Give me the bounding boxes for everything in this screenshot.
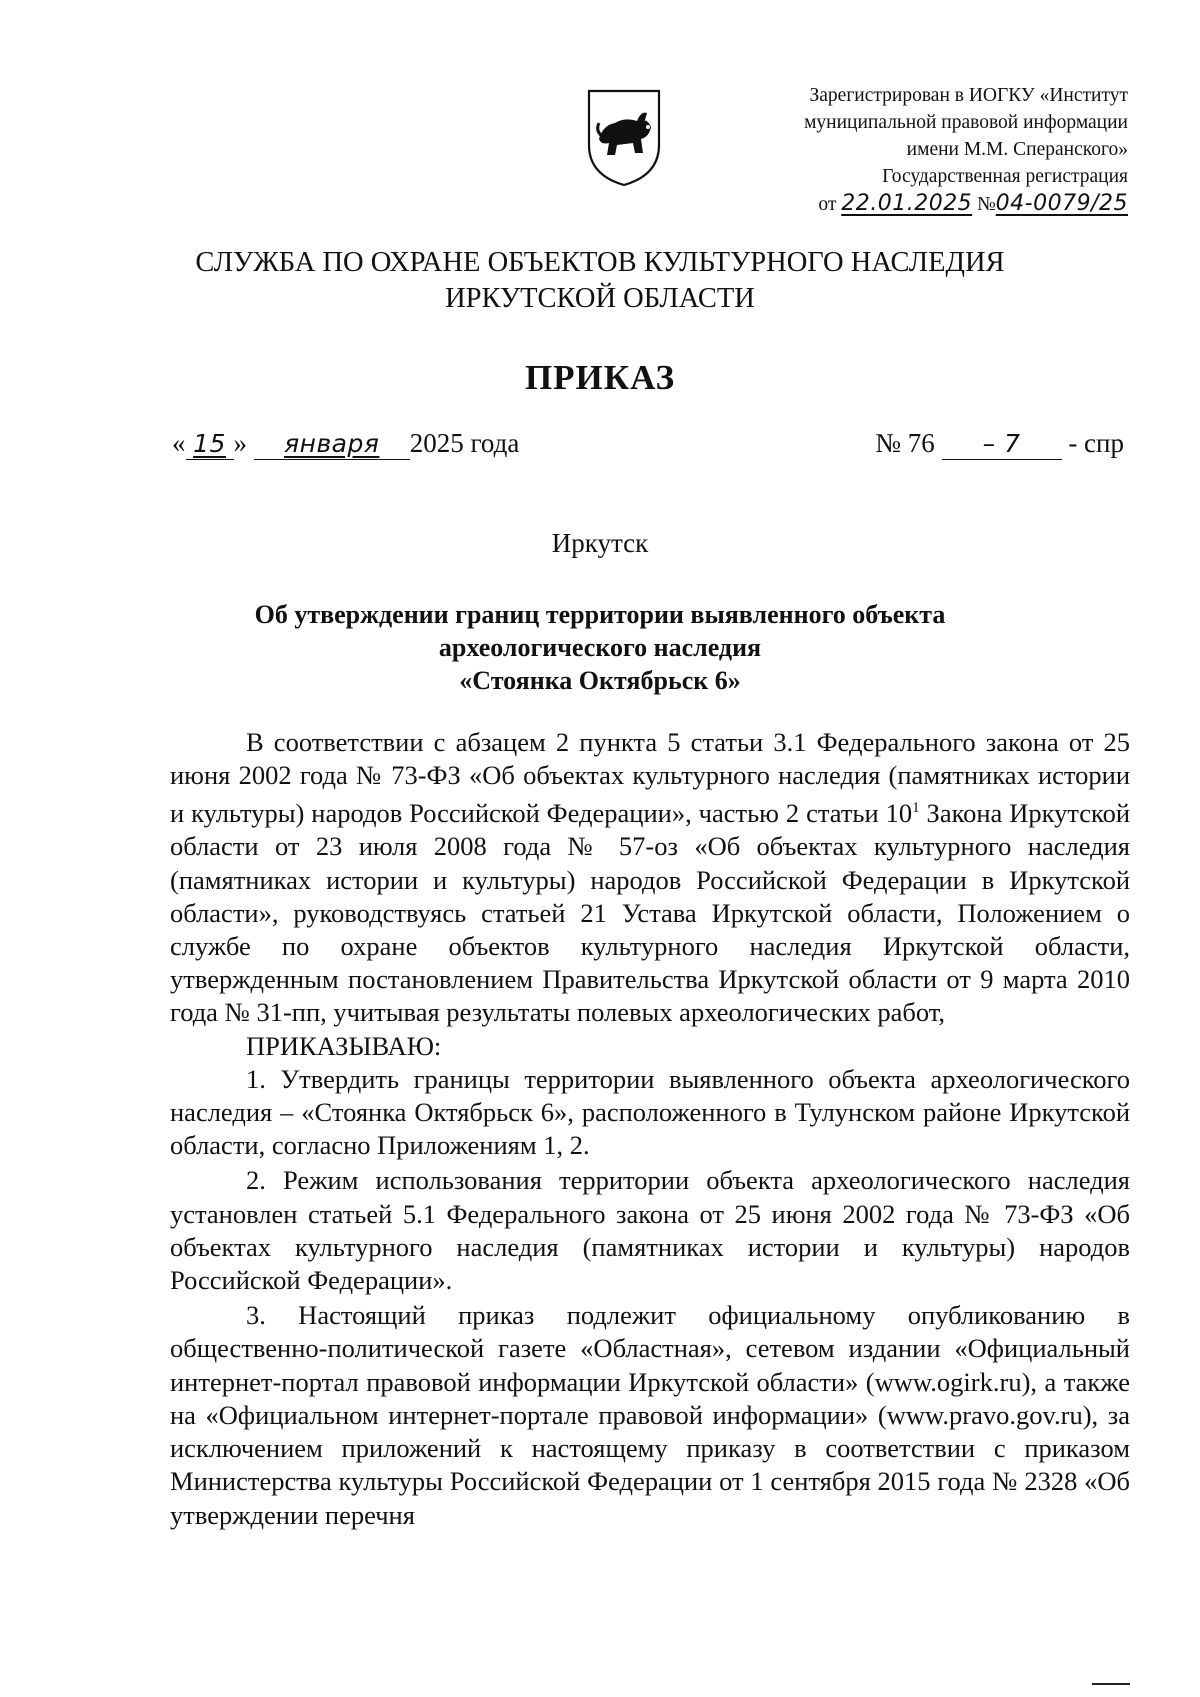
- registration-date: 22.01.2025: [841, 191, 973, 216]
- document-type: ПРИКАЗ: [524, 358, 676, 397]
- order-number-suffix: - спр: [1068, 428, 1124, 458]
- title-line: археологического наследия: [438, 633, 762, 662]
- preamble-text-cont: Закона Иркутской области от 23 июля 2008 года № 57-оз «Об объектах культурного наследия (памятниках истории и культуры) народов Российской Федерации в Иркутской области», руководствуясь статьей 21 Устава Иркутской области, Положением о службе по охране объектов культурного наследия Иркутской области, утвержденным постановлением Правительства Иркутской области от 9 марта 2010 года № 31-пп, учитывая результаты полевых археологических работ,: [170, 798, 1130, 1028]
- preamble-superscript: 1: [912, 800, 920, 817]
- agency-name: [0, 245, 1200, 317]
- title-line: «Стоянка Октябрьск 6»: [459, 666, 741, 695]
- order-month: января: [254, 429, 410, 460]
- date-close-quote: »: [233, 428, 247, 458]
- order-number-handwritten: – 7: [942, 429, 1062, 460]
- registration-date-prefix: от: [818, 194, 837, 215]
- document-title: [0, 598, 1200, 697]
- registration-date-line: [804, 190, 1128, 218]
- registration-line: Зарегистрирован в ИОГКУ «Институт: [809, 85, 1128, 106]
- order-year: 2025 года: [409, 428, 520, 458]
- document-body: [170, 726, 1130, 1532]
- preamble-paragraph: [170, 726, 1130, 1030]
- registration-line: Государственная регистрация: [882, 166, 1128, 187]
- page-edge-mark: [1092, 1683, 1130, 1685]
- order-number-prefix: № 76: [875, 428, 935, 458]
- agency-name-line: СЛУЖБА ПО ОХРАНЕ ОБЪЕКТОВ КУЛЬТУРНОГО НАСЛЕДИЯ: [195, 247, 1005, 278]
- order-date: [172, 428, 519, 460]
- registration-line: муниципальной правовой информации: [804, 112, 1128, 133]
- registration-number: 04-0079/25: [995, 191, 1128, 216]
- order-word: ПРИКАЗЫВАЮ:: [246, 1030, 442, 1061]
- order-item-2: 2. Режим использования территории объекта археологического наследия установлен статьей 5.1 Федерального закона от 25 июня 2002 года № 73-ФЗ «Об объектах культурного наследия (памятниках истории и культуры) народов Российской Федерации».: [170, 1165, 1130, 1296]
- agency-name-line: ИРКУТСКОЙ ОБЛАСТИ: [445, 283, 755, 314]
- registration-number-prefix: №: [977, 194, 996, 215]
- city-name: Иркутск: [551, 528, 649, 558]
- registration-line: имени М.М. Сперанского»: [906, 139, 1128, 160]
- order-number: [875, 428, 1124, 460]
- irkutsk-coat-of-arms-icon: [585, 87, 663, 189]
- preamble-text: В соответствии с абзацем 2 пункта 5 статьи 3.1 Федерального закона от 25 июня 2002 года № 73-ФЗ «Об объектах культурного наследия (памятниках истории и культуры) народов Российской Федерации», частью 2 статьи 10: [170, 727, 1130, 829]
- order-day: 15: [186, 429, 234, 460]
- title-line: Об утверждении границ территории выявленного объекта: [254, 600, 946, 629]
- order-item-1: 1. Утвердить границы территории выявленного объекта археологического наследия – «Стоянка Октябрьск 6», расположенного в Тулунском районе Иркутской области, согласно Приложениям 1, 2.: [170, 1063, 1130, 1161]
- registration-stamp: [804, 82, 1128, 218]
- date-open-quote: «: [172, 428, 186, 458]
- order-item-3: 3. Настоящий приказ подлежит официальному опубликованию в общественно-политической газете «Областная», сетевом издании «Официальный интернет-портал правовой информации Иркутской области» (www.ogirk.ru), а также на «Официальном интернет-портале правовой информации» (www.pravo.gov.ru), за исключением приложений к настоящему приказу в соответствии с приказом Министерства культуры Российской Федерации от 1 сентября 2015 года № 2328 «Об утверждении перечня: [170, 1300, 1130, 1530]
